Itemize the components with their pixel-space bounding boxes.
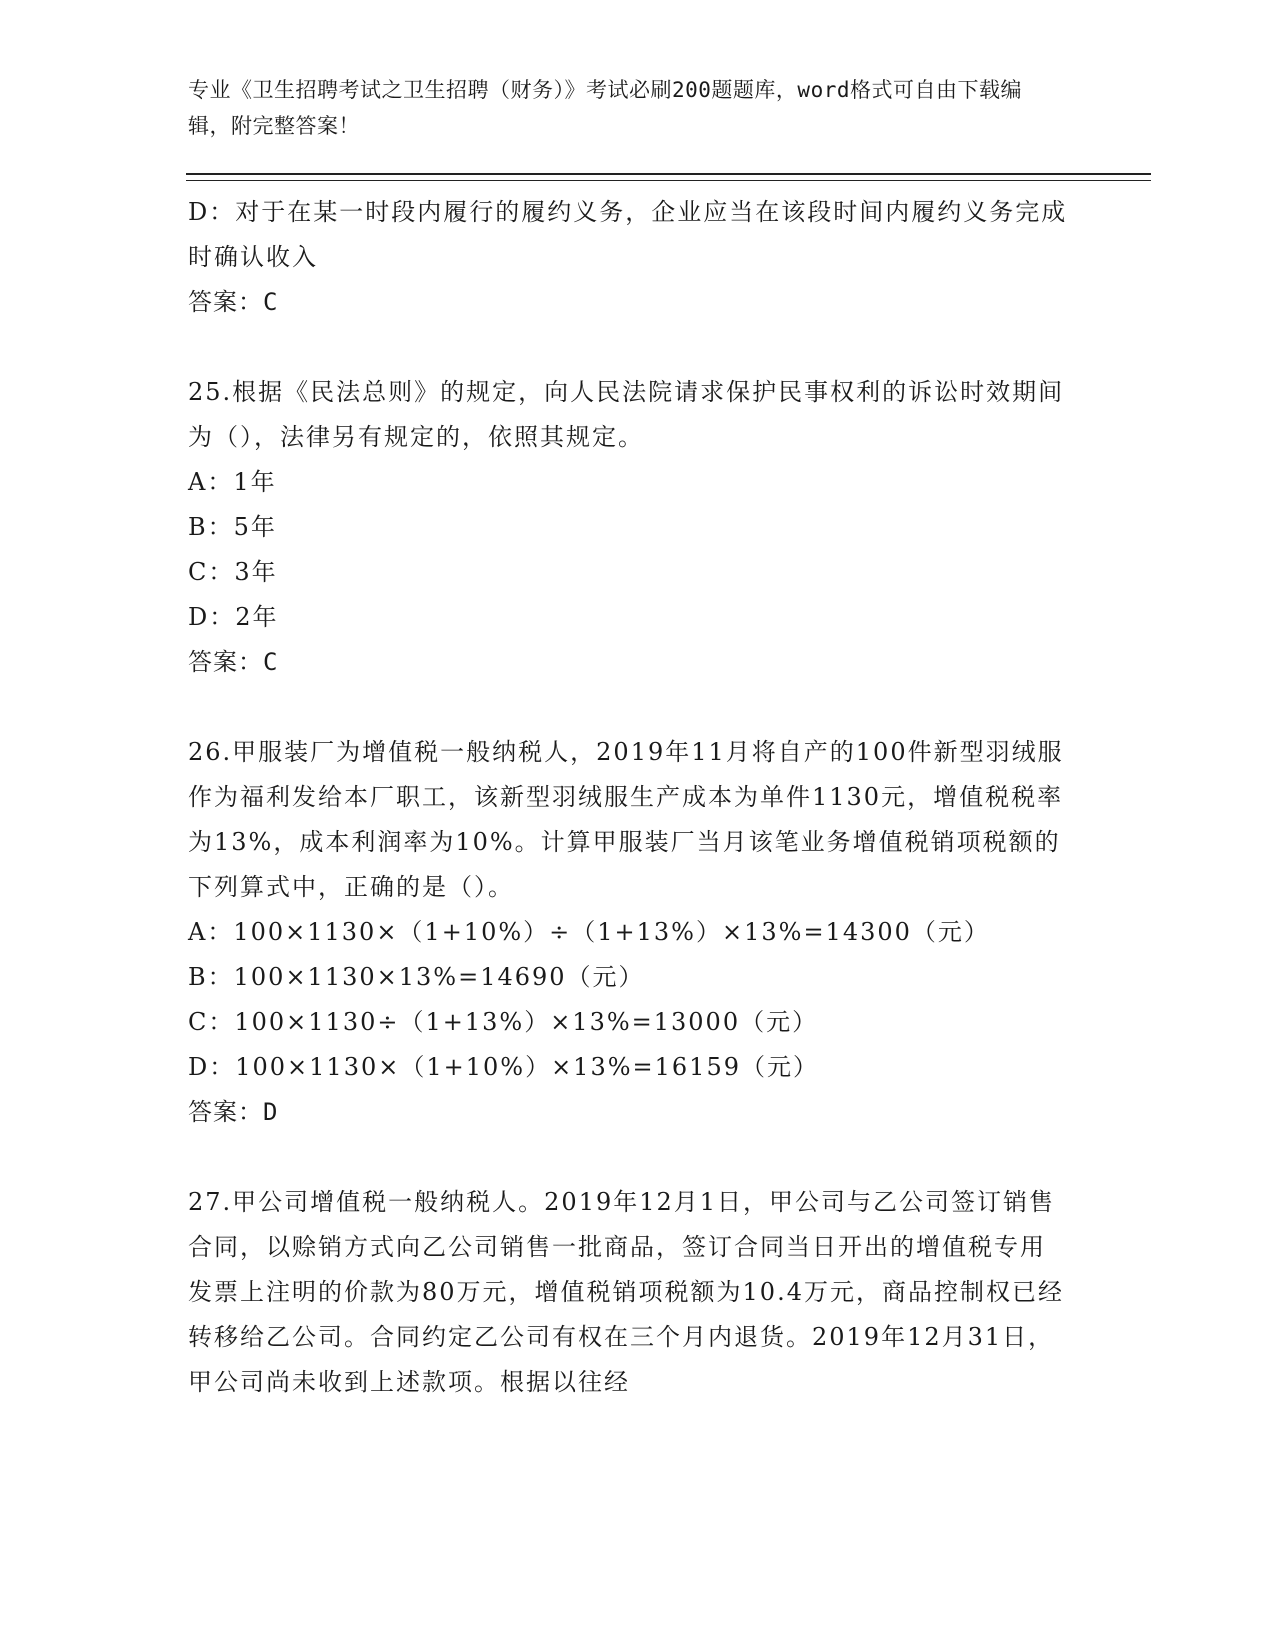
- q27-stem: 27.甲公司增值税一般纳税人。2019年12月1日，甲公司与乙公司签订销售合同，以赊销方式向乙公司销售一批商品，签订合同当日开出的增值税专用发票上注明的价款为80万元，增值税销项税额为10.4万元，商品控制权已经转移给乙公司。合同约定乙公司有权在三个月内退货。2019年12月31日，甲公司尚未收到上述款项。根据以往经: [188, 1188, 1064, 1396]
- document-header: 专业《卫生招聘考试之卫生招聘（财务）》考试必刷200题题库，word格式可自由下载编辑，附完整答案！: [188, 78, 1022, 138]
- spacer: [188, 685, 1068, 730]
- q26-stem: 26.甲服装厂为增值税一般纳税人，2019年11月将自产的100件新型羽绒服作为福利发给本厂职工，该新型羽绒服生产成本为单件1130元，增值税税率为13%，成本利润率为10%。计算甲服装厂当月该笔业务增值税销项税额的下列算式中，正确的是（）。: [188, 738, 1064, 901]
- q25-stem: 25.根据《民法总则》的规定，向人民法院请求保护民事权利的诉讼时效期间为（），法律另有规定的，依照其规定。: [188, 378, 1065, 451]
- header-divider-thin: [186, 180, 1151, 181]
- q25-option-c: C：3年: [188, 558, 278, 586]
- q26-option-a: A：100×1130×（1+10%）÷（1+13%）×13%=14300（元）: [188, 918, 990, 946]
- q26-option-d: D：100×1130×（1+10%）×13%=16159（元）: [188, 1053, 819, 1081]
- q26-option-b: B：100×1130×13%=14690（元）: [188, 963, 645, 991]
- q26-answer: 答案：D: [188, 1098, 279, 1126]
- spacer: [188, 1135, 1068, 1180]
- q25-option-b: B：5年: [188, 513, 277, 541]
- q26-option-c: C：100×1130÷（1+13%）×13%=13000（元）: [188, 1008, 819, 1036]
- document-body: [188, 190, 1068, 1405]
- q24-answer: 答案：C: [188, 288, 279, 316]
- q25-answer: 答案：C: [188, 648, 279, 676]
- spacer: [188, 325, 1068, 370]
- q25-option-a: A：1年: [188, 468, 277, 496]
- q24-option-d: D：对于在某一时段内履行的履约义务，企业应当在该段时间内履约义务完成时确认收入: [188, 198, 1068, 271]
- q25-option-d: D：2年: [188, 603, 279, 631]
- header-divider-thick: [186, 173, 1151, 175]
